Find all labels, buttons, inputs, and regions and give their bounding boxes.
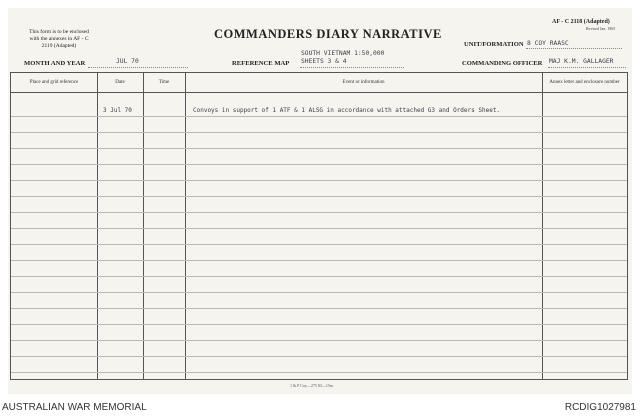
form-number: AF - C 2118 (Adapted) [552,19,610,25]
column-header-date: Date [115,79,125,85]
reference-map-label: REFERENCE MAP [232,60,290,67]
table-rule [11,196,627,197]
table-rule [11,324,627,325]
commanding-officer-label: COMMANDING OFFICER [462,60,543,67]
table-rule [11,292,627,293]
column-header-event: Event or information [342,79,385,85]
column-header-place: Place and grid reference [29,79,79,85]
unit-formation-value: 8 COY RAASC [527,40,569,47]
table-rule [11,132,627,133]
row-date: 3 Jul 70 [103,107,132,114]
commanding-officer-value: MAJ K.M. GALLAGER [549,58,614,65]
table-rule [11,212,627,213]
month-year-value: JUL 70 [116,58,139,65]
table-rule [11,356,627,357]
unit-formation-label: UNIT/FORMATION [464,41,524,48]
month-year-label: MONTH AND YEAR [24,60,86,67]
form-revised: Revised Jan, 1965 [586,26,616,31]
reference-map-line1: SOUTH VIETNAM 1:50,000 [301,50,385,57]
table-rule [11,116,627,117]
table-rule [11,244,627,245]
instruction-note: This form is to be enclosed with the annexes in AF - C 2119 (Adapted) [29,29,89,49]
column-header-annex: Annex letter and enclosure number [549,79,620,85]
form-title: COMMANDERS DIARY NARRATIVE [214,27,442,41]
record-id: RCDIG1027981 [564,402,636,413]
table-rule [11,340,627,341]
printer-line: 1 & P Coy—275 83—15m [290,383,333,388]
table-rule [11,260,627,261]
table-rule [11,308,627,309]
table-rule [11,148,627,149]
table-rule [11,276,627,277]
column-header-time: Time [158,79,170,85]
row-event: Convoys in support of 1 ATF & 1 ALSG in accordance with attached G3 and Orders Sheet. [193,107,501,114]
table-rule [11,228,627,229]
diary-table [10,72,628,380]
table-rule [11,180,627,181]
reference-map-line2: SHEETS 3 & 4 [301,58,347,65]
table-rule [11,164,627,165]
diary-sheet [8,8,632,394]
table-rule [11,372,627,373]
archive-caption: AUSTRALIAN WAR MEMORIAL [2,402,147,413]
